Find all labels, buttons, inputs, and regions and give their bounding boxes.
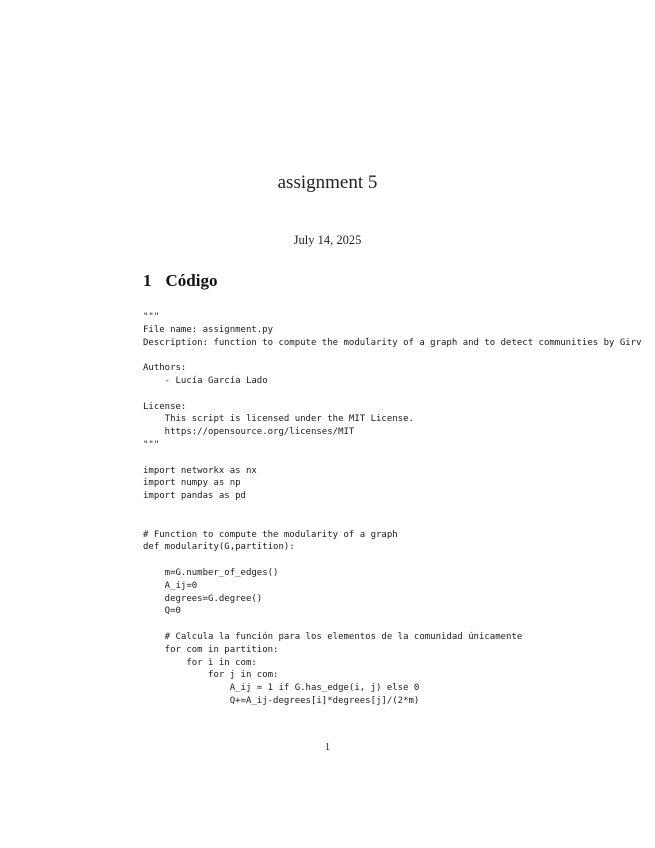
section-title: Código [165,271,218,290]
document-title: assignment 5 [277,172,378,193]
code-line: A_ij=0 [143,580,198,591]
code-line: import numpy as np [143,478,241,489]
code-line [143,452,655,465]
code-line: for com in partition: [143,644,279,655]
code-line: A_ij = 1 if G.has_edge(i, j) else 0 [143,683,420,694]
code-line [143,554,655,567]
code-line: def modularity(G,partition): [143,542,295,553]
code-line: https://opensource.org/licenses/MIT [143,427,355,438]
code-line: Description: function to compute the modularity of a graph and to detect communities by Girv [143,337,642,348]
code-line [143,618,655,631]
code-line: Q+=A_ij-degrees[i]*degrees[j]/(2*m) [143,695,420,706]
code-line: File name: assignment.py [143,324,274,335]
code-line: Authors: [143,363,187,374]
code-line: """ [143,312,160,322]
code-line: import networkx as nx [143,465,257,476]
code-line: degrees=G.degree() [143,593,263,604]
code-line: for i in com: [143,657,257,668]
section-heading [143,271,217,291]
section-number: 1 [143,271,152,290]
code-line: Q=0 [143,606,181,617]
code-line [143,516,655,529]
code-line [143,349,655,362]
code-line: """ [143,439,160,450]
code-listing [143,311,655,708]
page-number: 1 [324,742,331,753]
code-line: for j in com: [143,670,279,681]
code-line [143,503,655,516]
code-line: This script is licensed under the MIT License. [143,414,414,425]
code-line: License: [143,401,187,412]
code-line: import pandas as pd [143,491,246,502]
code-line: - Lucía García Lado [143,375,268,386]
code-line: # Calcula la función para los elementos de la comunidad únicamente [143,631,523,642]
code-line [143,388,655,401]
code-line: m=G.number_of_edges() [143,567,279,578]
document-date: July 14, 2025 [293,233,362,247]
code-line: # Function to compute the modularity of a graph [143,529,398,540]
